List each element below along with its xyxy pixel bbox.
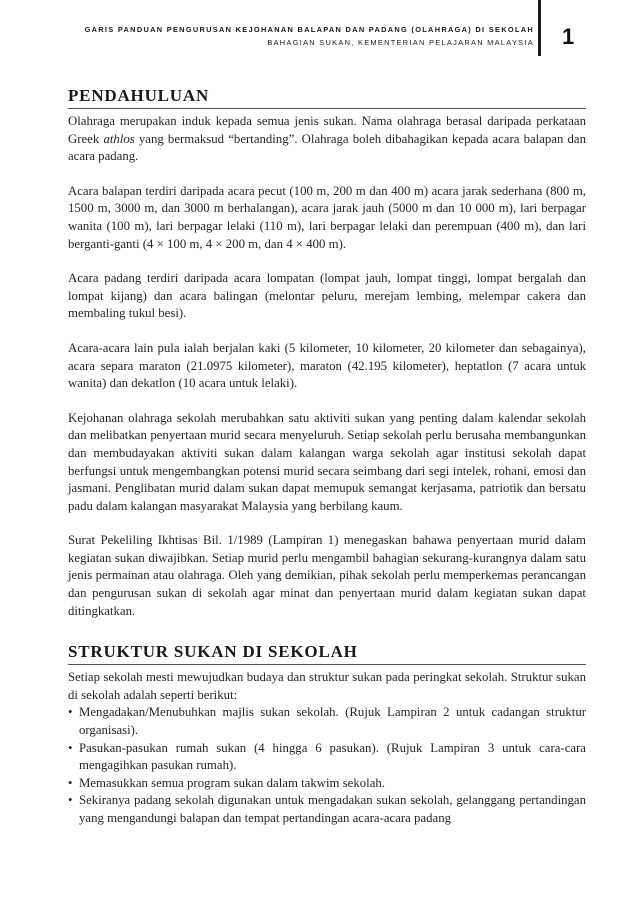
list-item: • Sekiranya padang sekolah digunakan untuk mengadakan sukan sekolah, gelanggang pertandingan yang mengandungi balapan dan tempat pertandingan acara-acara padang [68, 792, 586, 827]
paragraph-6: Surat Pekeliling Ikhtisas Bil. 1/1989 (Lampiran 1) menegaskan bahawa penyertaan murid dalam kegiatan sukan diwajibkan. Setiap murid perlu mengambil bahagian sekurang-kurangnya dalam satu jenis permainan atau olahraga. Oleh yang demikian, pihak sekolah perlu memperkemas perancangan dan pengurusan sukan di sekolah agar minat dan penyertaan murid dalam kegiatan sukan dapat ditingkatkan. [68, 533, 586, 618]
header-department: BAHAGIAN SUKAN, KEMENTERIAN PELAJARAN MALAYSIA [267, 38, 534, 47]
list-item: • Pasukan-pasukan rumah sukan (4 hingga 6 pasukan). (Rujuk Lampiran 3 untuk cara-cara mengagihkan pasukan rumah). [68, 740, 586, 775]
paragraph-1: Olahraga merupakan induk kepada semua jenis sukan. Nama olahraga berasal daripada perkataan Greek athlos yang bermaksud “bertanding”. Olahraga boleh dibahagikan kepada acara balapan dan acara padang. [68, 114, 586, 164]
section-intro: Setiap sekolah mesti mewujudkan budaya dan struktur sukan pada peringkat sekolah. Struktur sukan di sekolah adalah seperti berikut: [68, 670, 586, 702]
page-content [68, 86, 586, 828]
paragraph-2: Acara balapan terdiri daripada acara pecut (100 m, 200 m dan 400 m) acara jarak sederhana (800 m, 1500 m, 3000 m, dan 3000 m berhalangan), acara jarak jauh (5000 m dan 10 000 m), lari berpagar wanita (100 m), lari berpagar lelaki (110 m), lari berpagar lelaki dan perempuan (400 m), dan lari berganti-ganti (4 × 100 m, 4 × 200 m, dan 4 × 400 m). [68, 183, 586, 251]
section-title-pendahuluan: PENDAHULUAN [68, 86, 586, 109]
paragraph-4: Acara-acara lain pula ialah berjalan kaki (5 kilometer, 10 kilometer, 20 kilometer dan sebagainya), acara separa maraton (21.0975 kilometer), maraton (42.195 kilometer), heptatlon (7 acara untuk wanita) dan dekatlon (10 acara untuk lelaki). [68, 340, 586, 391]
header-divider [538, 0, 541, 56]
section-struktur-sukan [68, 642, 586, 827]
page-number: 1 [562, 24, 575, 49]
section-title-struktur: STRUKTUR SUKAN DI SEKOLAH [68, 642, 586, 665]
greek-term: athlos [103, 131, 135, 146]
list-item: • Mengadakan/Menubuhkan majlis sukan sekolah. (Rujuk Lampiran 2 untuk cadangan struktur organisasi). [68, 704, 586, 739]
paragraph-3: Acara padang terdiri daripada acara lompatan (lompat jauh, lompat tinggi, lompat bergalah dan lompat kijang) dan acara balingan (melontar peluru, merejam lembing, melempar cakera dan membaling tukul besi). [68, 271, 586, 321]
section-pendahuluan [68, 86, 586, 620]
bullet-list [68, 704, 586, 827]
page-header [0, 0, 638, 60]
list-item: • Memasukkan semua program sukan dalam takwim sekolah. [68, 775, 586, 793]
paragraph-5: Kejohanan olahraga sekolah merubahkan satu aktiviti sukan yang penting dalam kalendar sekolah dan melibatkan penyertaan murid secara menyeluruh. Setiap sekolah perlu berusaha membangunkan dan membudayakan aktiviti sukan dalam kalangan warga sekolah agar institusi sekolah dapat berfungsi untuk mengembangkan potensi murid secara seimbang dari segi intelek, rohani, emosi dan jasmani. Penglibatan murid dalam sukan dapat memupuk semangat kerjasama, patriotik dan bersatu padu dalam kalangan masyarakat Malaysia yang berbilang kaum. [68, 410, 586, 513]
header-document-title: GARIS PANDUAN PENGURUSAN KEJOHANAN BALAPAN DAN PADANG (OLAHRAGA) DI SEKOLAH [84, 25, 534, 34]
